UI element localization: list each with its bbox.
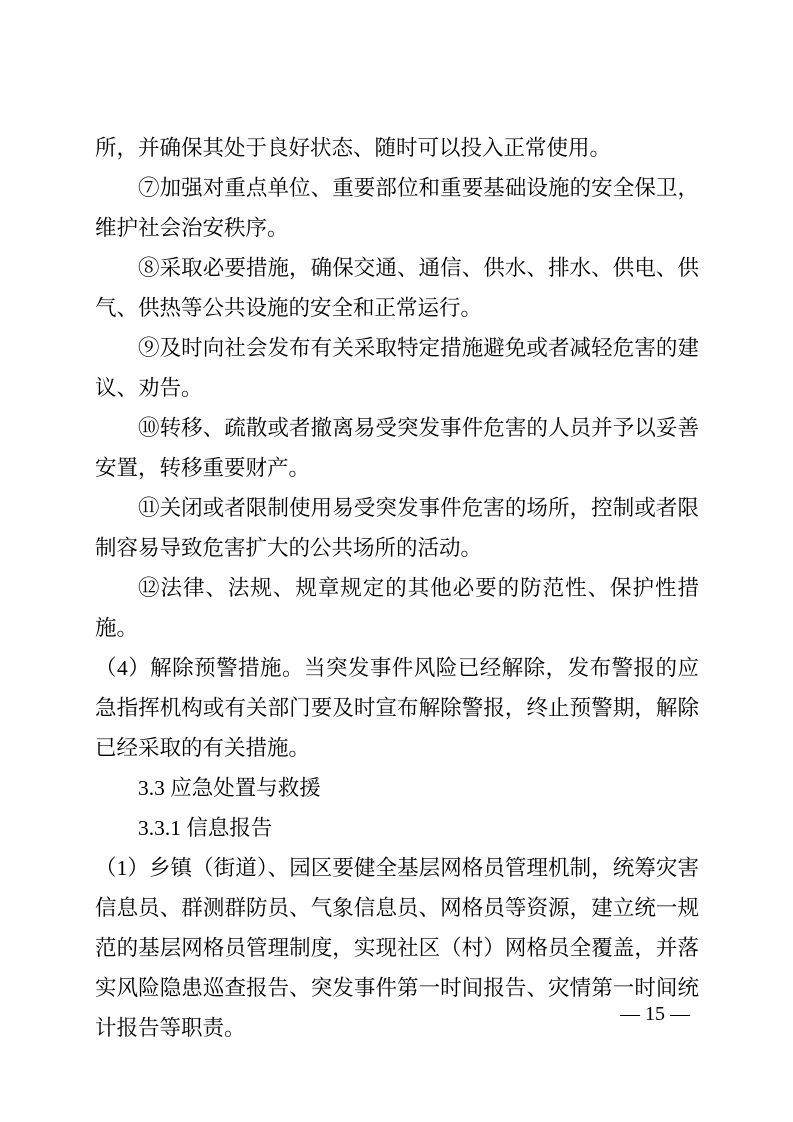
paragraph-item-1: （1）乡镇（街道）、园区要健全基层网格员管理机制，统筹灾害信息员、群测群防员、气象信息员、网格员等资源，建立统一规范的基层网格员管理制度，实现社区（村）网格员全覆盖，并落实风险隐患巡查报告、突发事件第一时间报告、灾情第一时间统计报告等职责。 [95,856,699,1040]
document-body [95,128,699,1048]
section-heading-3-3-1: 3.3.1 信息报告 [138,816,273,840]
section-heading-3-3: 3.3 应急处置与救援 [138,776,321,800]
paragraph-item-10: ⑩转移、疏散或者撤离易受突发事件危害的人员并予以妥善安置，转移重要财产。 [95,416,699,480]
paragraph-item-8: ⑧采取必要措施，确保交通、通信、供水、排水、供电、供气、供热等公共设施的安全和正常运行。 [95,256,699,320]
paragraph-item-11: ⑪关闭或者限制使用易受突发事件危害的场所，控制或者限制容易导致危害扩大的公共场所的活动。 [95,496,699,560]
paragraph-item-9: ⑨及时向社会发布有关采取特定措施避免或者减轻危害的建议、劝告。 [95,336,699,400]
page-number: — 15 — [620,1003,690,1025]
paragraph-item-7: ⑦加强对重点单位、重要部位和重要基础设施的安全保卫，维护社会治安秩序。 [95,176,699,240]
paragraph-continuation: 所，并确保其处于良好状态、随时可以投入正常使用。 [95,136,612,160]
paragraph-item-4: （4）解除预警措施。当突发事件风险已经解除，发布警报的应急指挥机构或有关部门要及时宣布解除警报，终止预警期，解除已经采取的有关措施。 [95,656,699,760]
paragraph-item-12: ⑫法律、法规、规章规定的其他必要的防范性、保护性措施。 [95,576,699,640]
